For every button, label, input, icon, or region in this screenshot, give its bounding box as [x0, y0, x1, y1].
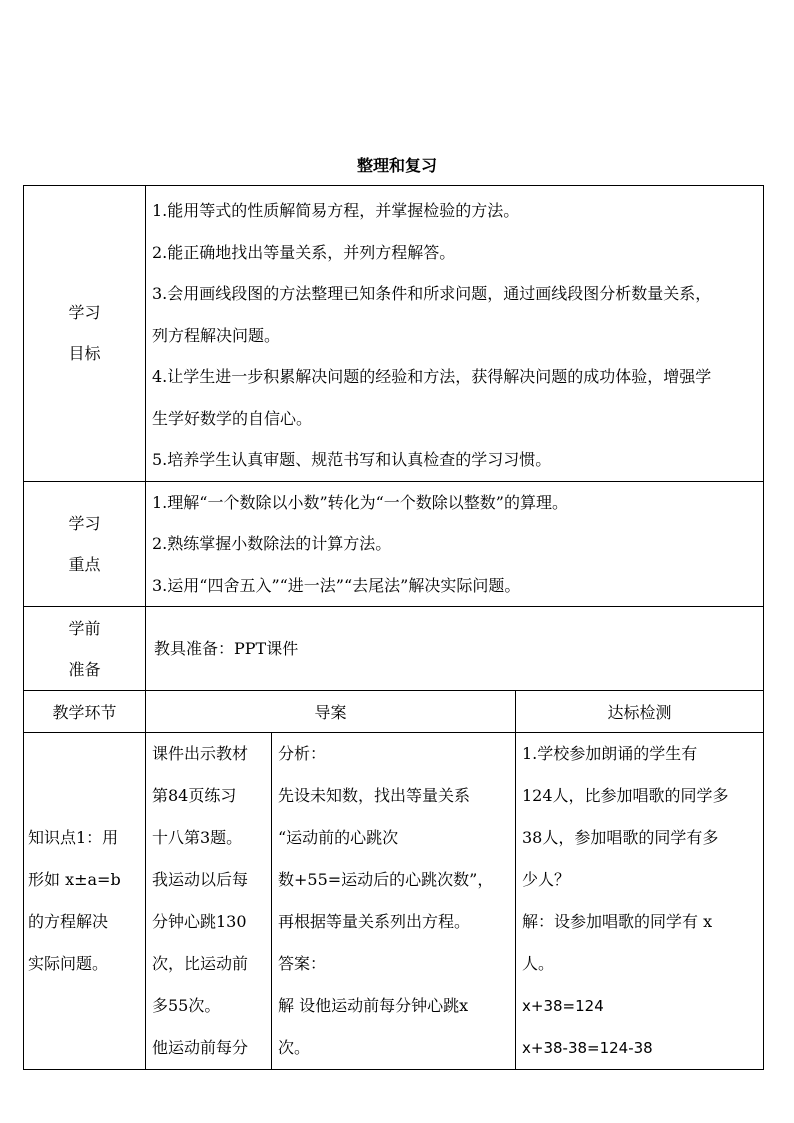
analysis-line: 分析： [278, 744, 327, 763]
test-line: 解：设参加唱歌的同学有 x [522, 912, 713, 931]
analysis-line: 次。 [278, 1038, 311, 1057]
goal-line: 生学好数学的自信心。 [152, 408, 313, 428]
course-line: 分钟心跳130 [152, 912, 247, 931]
focus-label-line2: 重点 [68, 554, 101, 574]
header-row [24, 691, 764, 733]
goals-row [24, 186, 764, 482]
prep-label [24, 607, 146, 691]
analysis-line: “运动前的心跳次 [278, 828, 399, 847]
lesson-table [23, 185, 764, 1070]
test-line: 少人？ [522, 870, 571, 889]
focus-content [146, 481, 764, 607]
analysis-line: 先设未知数，找出等量关系 [278, 786, 471, 805]
goals-content [146, 186, 764, 482]
prep-content [146, 607, 764, 691]
prep-label-line2: 准备 [68, 659, 101, 679]
page-title: 整理和复习 [356, 156, 437, 175]
goals-label [24, 186, 146, 482]
prep-row [24, 607, 764, 691]
focus-line: 1.理解“一个数除以小数”转化为“一个数除以整数”的算理。 [152, 492, 568, 512]
test-line: 38人，参加唱歌的同学有多 [522, 828, 719, 847]
course-line: 多55次。 [152, 996, 221, 1015]
header-col2: 导案 [146, 691, 516, 733]
header-col1: 教学环节 [24, 691, 146, 733]
analysis-line: 再根据等量关系列出方程。 [278, 912, 471, 931]
course-line: 第84页练习 [152, 786, 237, 805]
analysis-line: 解 设他运动前每分钟心跳x [278, 996, 469, 1015]
goal-line: 3.会用画线段图的方法整理已知条件和所求问题，通过画线段图分析数量关系， [152, 284, 712, 303]
test-line: 人。 [522, 954, 555, 973]
prep-text: 教具准备：PPT课件 [154, 638, 299, 658]
equation-line: x+38=124 [522, 997, 604, 1015]
course-line: 十八第3题。 [152, 828, 243, 847]
knowledge-line: 知识点1：用 [28, 828, 119, 847]
goal-line: 2.能正确地找出等量关系，并列方程解答。 [152, 242, 456, 262]
course-line: 我运动以后每 [152, 870, 249, 889]
focus-label [24, 481, 146, 607]
course-content [146, 733, 272, 1070]
equation-line: x+38-38=124-38 [522, 1039, 653, 1057]
focus-line: 3.运用“四舍五入”“进一法”“去尾法”解决实际问题。 [152, 575, 521, 595]
test-line: 1.学校参加朗诵的学生有 [522, 744, 698, 763]
goal-line: 5.培养学生认真审题、规范书写和认真检查的学习习惯。 [152, 450, 552, 469]
knowledge-line: 的方程解决 [28, 912, 109, 931]
course-line: 他运动前每分 [152, 1038, 249, 1057]
course-line: 课件出示教材 [152, 744, 249, 763]
header-col3: 达标检测 [516, 691, 764, 733]
focus-label-line1: 学习 [68, 513, 101, 533]
test-line: 124人，比参加唱歌的同学多 [522, 786, 729, 805]
knowledge-point [24, 733, 146, 1070]
analysis-line: 数+55=运动后的心跳次数”， [278, 870, 494, 889]
goals-label-line2: 目标 [68, 344, 101, 364]
knowledge-line: 实际问题。 [28, 954, 109, 973]
focus-line: 2.熟练掌握小数除法的计算方法。 [152, 534, 392, 553]
prep-label-line1: 学前 [68, 618, 101, 638]
knowledge-line: 形如 x±a=b [28, 870, 121, 889]
analysis-line: 答案： [278, 954, 327, 973]
goal-line: 4.让学生进一步积累解决问题的经验和方法，获得解决问题的成功体验，增强学 [152, 367, 712, 386]
course-line: 次，比运动前 [152, 954, 249, 973]
knowledge-row [24, 733, 764, 1070]
goal-line: 1.能用等式的性质解简易方程，并掌握检验的方法。 [152, 201, 520, 220]
focus-row [24, 481, 764, 607]
analysis-content [272, 733, 516, 1070]
test-content [516, 733, 764, 1070]
goal-line: 列方程解决问题。 [152, 325, 281, 345]
goals-label-line1: 学习 [68, 303, 101, 323]
